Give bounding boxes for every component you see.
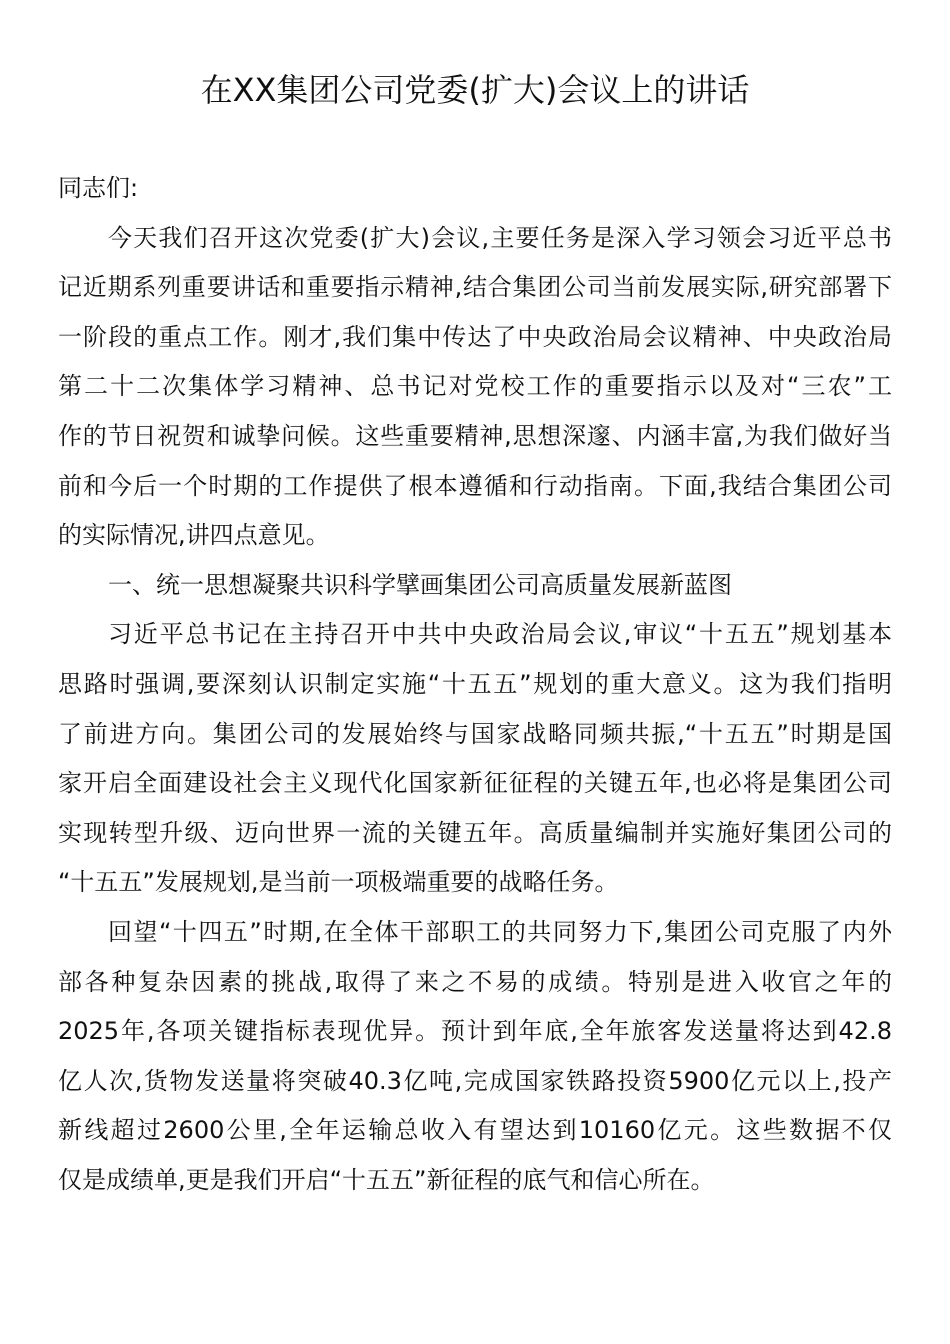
paragraph-line: 实现转型升级、迈向世界一流的关键五年。高质量编制并实施好集团公司的 — [58, 818, 892, 847]
document-title: 在XX集团公司党委(扩大)会议上的讲话 — [200, 71, 750, 109]
paragraph-line: 前和今后一个时期的工作提供了根本遵循和行动指南。下面,我结合集团公司 — [58, 471, 892, 500]
paragraph-line: “十五五”发展规划,是当前一项极端重要的战略任务。 — [58, 868, 619, 897]
paragraph-line: 仅是成绩单,更是我们开启“十五五”新征程的底气和信心所在。 — [58, 1165, 715, 1194]
paragraph-line: 2025年,各项关键指标表现优异。预计到年底,全年旅客发送量将达到42.8 — [58, 1017, 892, 1046]
document-body — [58, 164, 892, 1205]
paragraph-line: 部各种复杂因素的挑战,取得了来之不易的成绩。特别是进入收官之年的 — [58, 967, 892, 996]
paragraph-line: 的实际情况,讲四点意见。 — [58, 521, 330, 550]
paragraph-line: 作的节日祝贺和诚挚问候。这些重要精神,思想深邃、内涵丰富,为我们做好当 — [58, 421, 892, 450]
section-heading: 一、统一思想凝聚共识科学擘画集团公司高质量发展新蓝图 — [108, 570, 732, 599]
paragraph-line: 回望“十四五”时期,在全体干部职工的共同努力下,集团公司克服了内外 — [108, 917, 892, 946]
paragraph-line: 一阶段的重点工作。刚才,我们集中传达了中央政治局会议精神、中央政治局 — [58, 322, 892, 351]
salutation: 同志们: — [58, 174, 139, 202]
paragraph-line: 思路时强调,要深刻认识制定实施“十五五”规划的重大意义。这为我们指明 — [58, 669, 892, 698]
paragraph-line: 第二十二次集体学习精神、总书记对党校工作的重要指示以及对“三农”工 — [58, 372, 892, 401]
paragraph-line: 习近平总书记在主持召开中共中央政治局会议,审议“十五五”规划基本 — [108, 620, 892, 649]
paragraph-line: 亿人次,货物发送量将突破40.3亿吨,完成国家铁路投资5900亿元以上,投产 — [58, 1066, 892, 1095]
paragraph-line: 记近期系列重要讲话和重要指示精神,结合集团公司当前发展实际,研究部署下 — [58, 273, 892, 302]
paragraph-line: 家开启全面建设社会主义现代化国家新征征程的关键五年,也必将是集团公司 — [58, 769, 892, 798]
paragraph-line: 新线超过2600公里,全年运输总收入有望达到10160亿元。这些数据不仅 — [58, 1116, 892, 1145]
paragraph-line: 了前进方向。集团公司的发展始终与国家战略同频共振,“十五五”时期是国 — [58, 719, 892, 748]
paragraph-line: 今天我们召开这次党委(扩大)会议,主要任务是深入学习领会习近平总书 — [108, 223, 892, 252]
